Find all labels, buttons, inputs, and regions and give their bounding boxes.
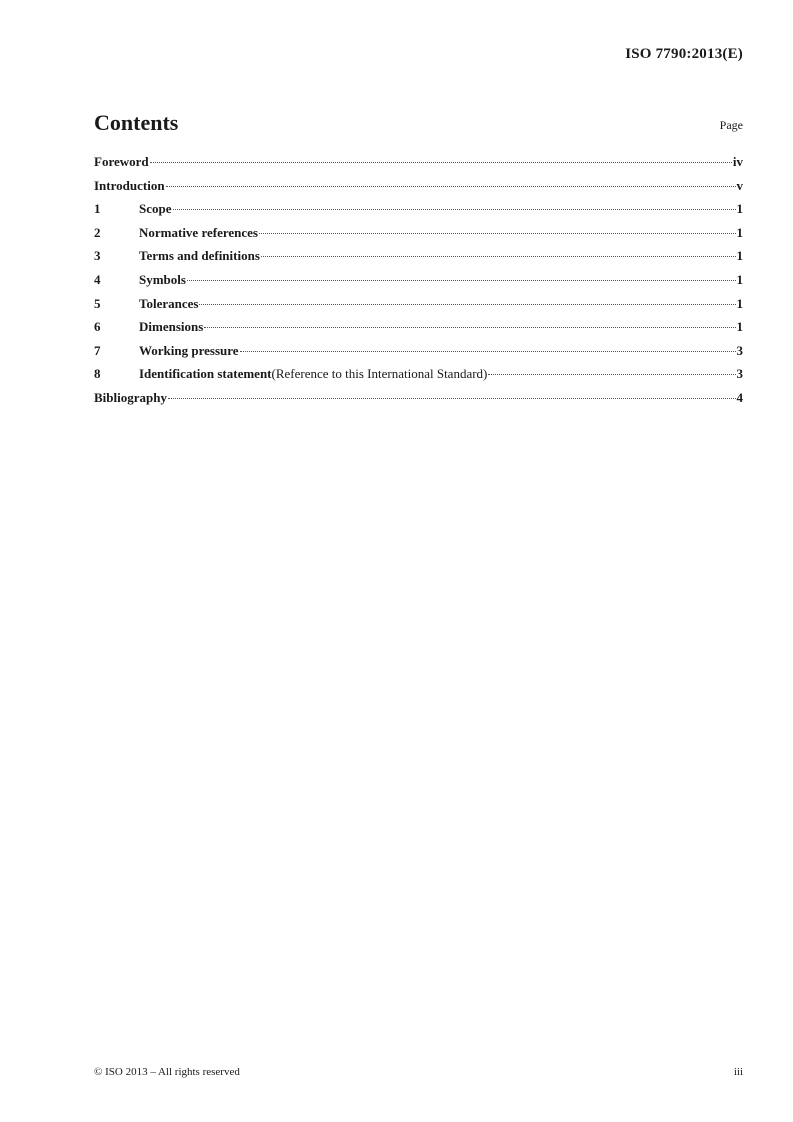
toc-page: iv [732, 154, 743, 169]
dot-leader [173, 209, 736, 210]
toc-entry-identification-statement[interactable] [94, 366, 743, 390]
page-number: iii [733, 1066, 743, 1078]
toc-title: Tolerances [139, 295, 199, 311]
dot-leader [259, 233, 736, 234]
copyright-notice: © ISO 2013 – All rights reserved [94, 1066, 240, 1078]
toc-number: 2 [94, 224, 101, 240]
toc-title: Normative references [139, 224, 258, 240]
dot-leader [488, 374, 735, 375]
dot-leader [204, 327, 735, 328]
document-id: ISO 7790:2013(E) [625, 46, 743, 62]
toc-page: 4 [736, 389, 743, 405]
toc-entry-bibliography[interactable] [94, 390, 743, 414]
table-of-contents [94, 154, 743, 414]
toc-entry-working-pressure[interactable] [94, 343, 743, 367]
dot-leader [199, 304, 735, 305]
toc-entry-normative-references[interactable] [94, 225, 743, 249]
toc-page: 1 [736, 271, 743, 287]
toc-title: Introduction [94, 177, 165, 193]
toc-title: Scope [139, 201, 172, 217]
toc-page: 1 [736, 201, 743, 217]
contents-heading: Contents [94, 110, 179, 135]
toc-page: 1 [736, 295, 743, 311]
toc-number: 8 [94, 366, 101, 382]
toc-title: Bibliography [94, 389, 167, 405]
dot-leader [166, 186, 736, 187]
toc-number: 7 [94, 342, 101, 358]
toc-title: Working pressure [139, 342, 239, 358]
dot-leader [150, 162, 732, 163]
toc-entry-terms-and-definitions[interactable] [94, 248, 743, 272]
toc-entry-introduction[interactable] [94, 178, 743, 202]
dot-leader [261, 256, 736, 257]
toc-entry-scope[interactable] [94, 201, 743, 225]
toc-title: Foreword [94, 154, 149, 169]
dot-leader [187, 280, 736, 281]
page-column-label: Page [719, 118, 743, 132]
toc-subtitle: (Reference to this International Standard) [271, 366, 488, 382]
toc-number: 3 [94, 248, 101, 264]
toc-entry-symbols[interactable] [94, 272, 743, 296]
toc-number: 1 [94, 201, 101, 217]
toc-entry-foreword[interactable] [94, 154, 743, 178]
toc-number: 5 [94, 295, 101, 311]
toc-number: 6 [94, 319, 101, 335]
toc-entry-dimensions[interactable] [94, 319, 743, 343]
toc-entry-tolerances[interactable] [94, 296, 743, 320]
toc-page: 1 [736, 319, 743, 335]
toc-page: v [736, 177, 743, 193]
dot-leader [240, 351, 736, 352]
toc-number: 4 [94, 271, 101, 287]
toc-page: 1 [736, 248, 743, 264]
toc-title: Identification statement [139, 366, 272, 382]
toc-page: 3 [736, 366, 743, 382]
toc-title: Symbols [139, 271, 186, 287]
toc-title: Terms and definitions [139, 248, 260, 264]
toc-title: Dimensions [139, 319, 204, 335]
toc-page: 1 [736, 224, 743, 240]
dot-leader [168, 398, 736, 399]
toc-page: 3 [736, 342, 743, 358]
